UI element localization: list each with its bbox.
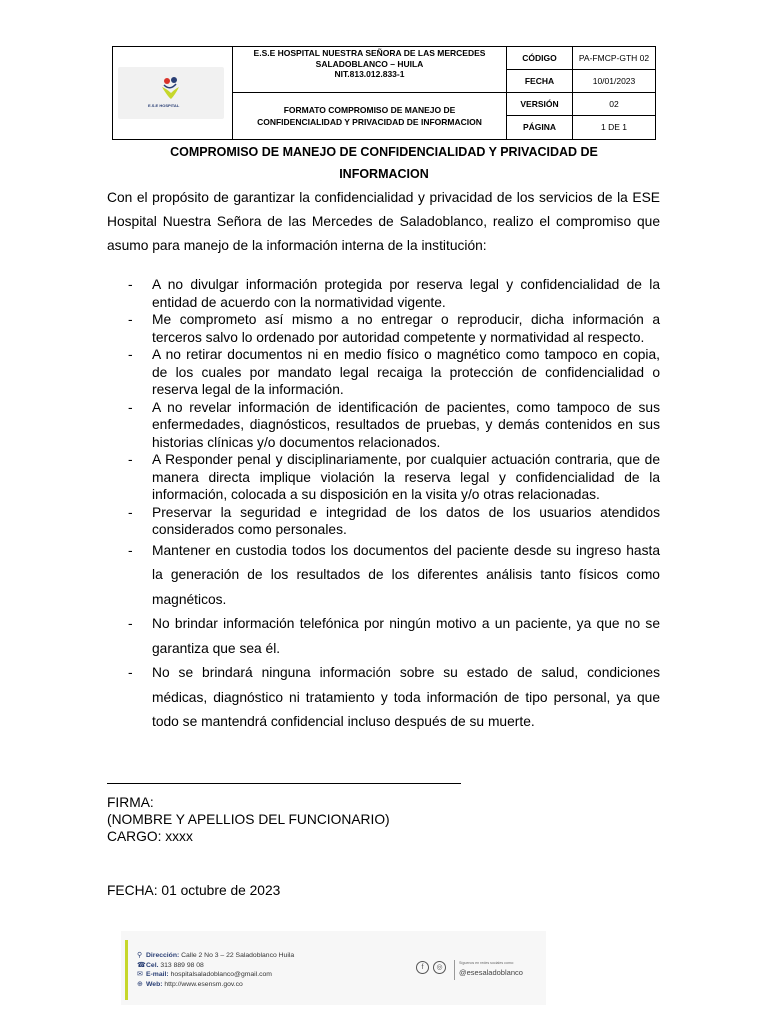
signature-block: [107, 794, 390, 845]
header-table: [112, 46, 656, 140]
signature-line: [107, 783, 461, 784]
web-link[interactable]: http://www.esensm.gov.co: [164, 980, 243, 988]
logo-cell: [113, 47, 233, 139]
phone-icon: ☎: [137, 961, 146, 969]
format-title: [233, 93, 507, 139]
code-value: PA-FMCP-GTH 02: [573, 47, 655, 70]
web-label: Web:: [146, 980, 163, 988]
institution-nit: NIT.813.012.833-1: [334, 69, 405, 79]
list-item: - A Responder penal y disciplinariamente, por cualquier actuación contraria, que de manera directa implique violación la reserva legal y confidencialidad de la información, colocada a su disposición en la visita y/o otras relacionadas.: [107, 451, 660, 504]
intro-paragraph: Con el propósito de garantizar la confidencialidad y privacidad de los servicios de la ESE Hospital Nuestra Señora de las Mercedes de Saladoblanco, realizo el compromiso que asumo para manejo de la información interna de la institución:: [107, 190, 660, 253]
document-title-line1: COMPROMISO DE MANEJO DE CONFIDENCIALIDAD Y PRIVACIDAD DE: [170, 145, 598, 159]
list-item: - Mantener en custodia todos los documentos del paciente desde su ingreso hasta la generación de los resultados de los diferentes análisis tanto físicos como magnéticos.: [107, 539, 660, 613]
document-title: [112, 141, 656, 185]
address-label: Dirección:: [146, 952, 180, 959]
social-cta: Síguenos en redes sociales como:: [459, 961, 514, 965]
document-title-line2: INFORMACION: [339, 167, 429, 181]
institution-location: SALADOBLANCO – HUILA: [315, 58, 424, 69]
list-item: - A no revelar información de identificación de pacientes, como tampoco de sus enfermedades, diagnósticos, resultados de pruebas, y demás contenidos en sus historias clínicas y/o documentos relacionados.: [107, 399, 660, 452]
list-item: - A no retirar documentos ni en medio físico o magnético como tampoco en copia, de los cuales por mandato legal recaiga la protección de confidencialidad o reserva legal de la información.: [107, 346, 660, 399]
list-item: - Preservar la seguridad e integridad de los datos de los usuarios atendidos considerados como personales.: [107, 504, 660, 539]
institution-title: [233, 47, 507, 93]
position-label: CARGO: xxxx: [107, 829, 193, 844]
instagram-icon[interactable]: ◎: [433, 961, 446, 974]
format-title-line1: FORMATO COMPROMISO DE MANEJO DE: [283, 105, 456, 115]
contact-info: [137, 951, 294, 989]
logo-text: E.S.E HOSPITAL: [148, 103, 180, 108]
address-value: Calle 2 No 3 – 22 Saladoblanco Huila: [181, 952, 295, 959]
date-value: 10/01/2023: [573, 70, 655, 93]
date-label: FECHA: [507, 70, 573, 93]
list-item: - Me comprometo así mismo a no entregar o reproducir, dicha información a terceros salvo lo ordenado por autoridad competente y normatividad al respecto.: [107, 311, 660, 346]
email-label: E-mail:: [146, 971, 169, 978]
phone-label: Cel.: [146, 961, 159, 969]
footer-accent-bar: [125, 940, 128, 1000]
social-handle[interactable]: @esesaladoblanco: [459, 968, 523, 977]
document-date: FECHA: 01 octubre de 2023: [107, 883, 281, 898]
list-item: - No se brindará ninguna información sobre su estado de salud, condiciones médicas, diagnóstico ni tratamiento y toda información de tipo personal, ya que todo se mantendrá confidencial incluso después de su muerte.: [107, 661, 660, 735]
version-value: 02: [573, 93, 655, 116]
phone-value: 313 889 98 08: [160, 961, 204, 969]
email-value[interactable]: hospitalsaladoblanco@gmail.com: [170, 971, 272, 978]
footer: [121, 931, 546, 1005]
list-item: - No brindar información telefónica por ningún motivo a un paciente, ya que no se garantiza que sea él.: [107, 612, 660, 661]
signature-label: FIRMA:: [107, 795, 154, 810]
facebook-icon[interactable]: f: [416, 961, 429, 974]
web-icon: ⊕: [137, 980, 143, 988]
location-icon: ⚲: [137, 952, 143, 959]
format-title-line2: CONFIDENCIALIDAD Y PRIVACIDAD DE INFORMACION: [257, 117, 482, 127]
hospital-logo: [118, 67, 224, 119]
social-divider: [454, 960, 455, 980]
institution-name: E.S.E HOSPITAL NUESTRA SEÑORA DE LAS MERCEDES: [253, 48, 486, 58]
code-label: CÓDIGO: [507, 47, 573, 70]
commitment-list: [107, 276, 660, 735]
version-label: VERSIÓN: [507, 93, 573, 116]
employee-name-label: (NOMBRE Y APELLIOS DEL FUNCIONARIO): [107, 812, 390, 827]
page-value: 1 DE 1: [601, 122, 627, 132]
page-label: PÁGINA: [507, 116, 573, 139]
hospital-logo-icon: [118, 67, 224, 119]
mail-icon: ✉: [137, 971, 143, 978]
list-item: - A no divulgar información protegida por reserva legal y confidencialidad de la entidad de acuerdo con la normatividad vigente.: [107, 276, 660, 311]
